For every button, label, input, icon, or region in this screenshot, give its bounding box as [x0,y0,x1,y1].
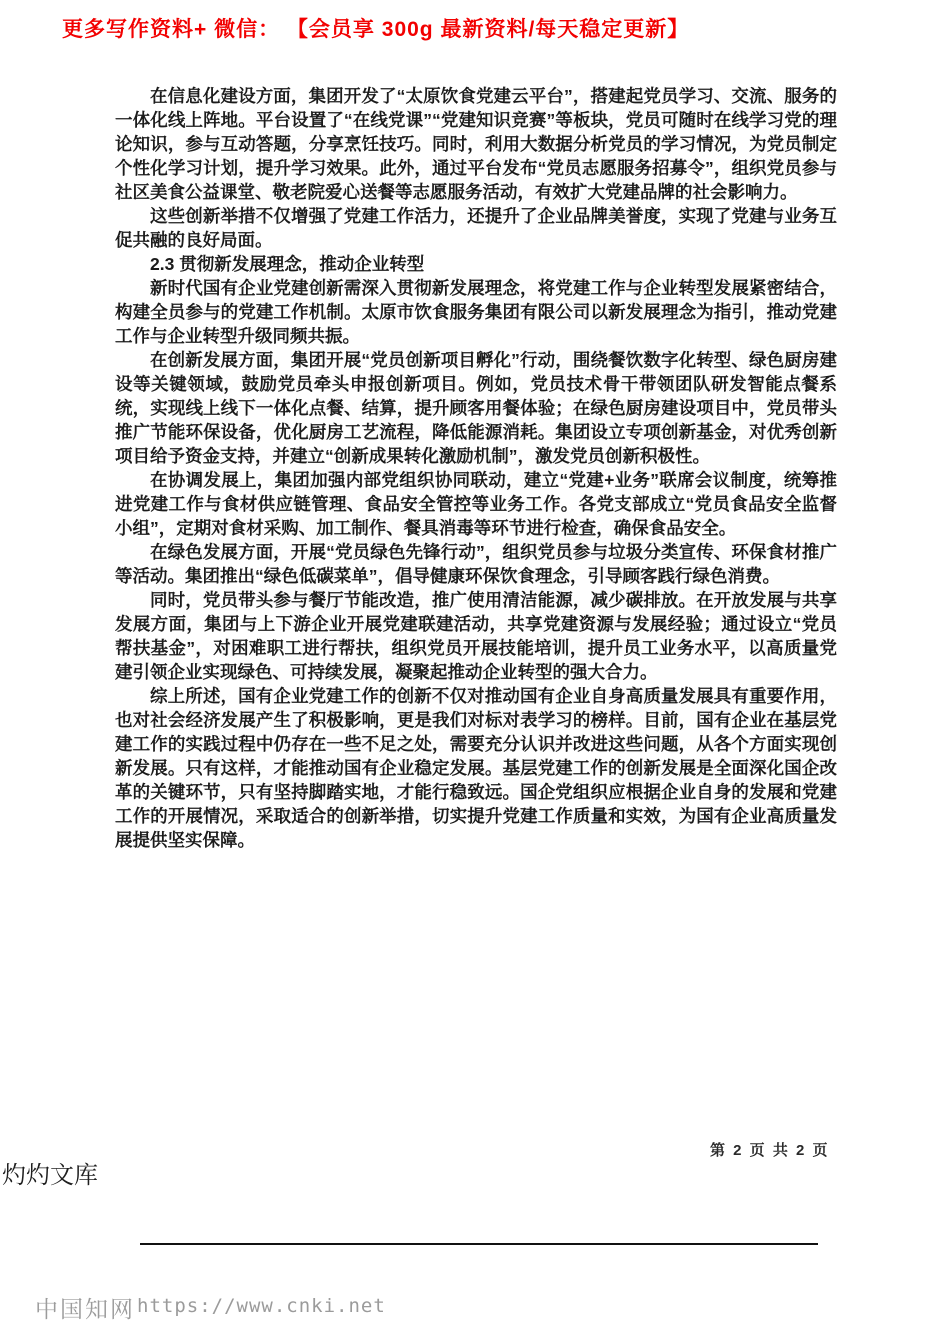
cnki-site-url: https://www.cnki.net [137,1295,386,1317]
paragraph: 在创新发展方面，集团开展“党员创新项目孵化”行动，围绕餐饮数字化转型、绿色厨房建设等关键领域，鼓励党员牵头申报创新项目。例如，党员技术骨干带领团队研发智能点餐系统，实现线上线下一体化点餐、结算，提升顾客用餐体验；在绿色厨房建设项目中，党员带头推广节能环保设备，优化厨房工艺流程，降低能源消耗。集团设立专项创新基金，对优秀创新项目给予资金支持，并建立“创新成果转化激励机制”，激发党员创新积极性。 [115,350,837,466]
footer-divider-line [140,1243,818,1245]
paragraph: 这些创新举措不仅增强了党建工作活力，还提升了企业品牌美誉度，实现了党建与业务互促共融的良好局面。 [115,206,837,250]
section-heading: 2.3 贯彻新发展理念，推动企业转型 [150,254,425,274]
page-indicator: 第 2 页 共 2 页 [710,1142,830,1159]
paragraph: 新时代国有企业党建创新需深入贯彻新发展理念，将党建工作与企业转型发展紧密结合，构建全员参与的党建工作机制。太原市饮食服务集团有限公司以新发展理念为指引，推动党建工作与企业转型升级同频共振。 [115,278,837,346]
paragraph: 综上所述，国有企业党建工作的创新不仅对推动国有企业自身高质量发展具有重要作用，也对社会经济发展产生了积极影响，更是我们对标对表学习的榜样。目前，国有企业在基层党建工作的实践过程中仍存在一些不足之处，需要充分认识并改进这些问题，从各个方面实现创新发展。只有这样，才能推动国有企业稳定发展。基层党建工作的创新发展是全面深化国企改革的关键环节，只有坚持脚踏实地，才能行稳致远。国企党组织应根据企业自身的发展和党建工作的开展情况，采取适合的创新举措，切实提升党建工作质量和实效，为国有企业高质量发展提供坚实保障。 [115,686,837,850]
paragraph: 在绿色发展方面，开展“党员绿色先锋行动”，组织党员参与垃圾分类宣传、环保食材推广等活动。集团推出“绿色低碳菜单”，倡导健康环保饮食理念，引导顾客践行绿色消费。 [115,542,837,586]
paragraph: 同时，党员带头参与餐厅节能改造，推广使用清洁能源，减少碳排放。在开放发展与共享发展方面，集团与上下游企业开展党建联建活动，共享党建资源与发展经验；通过设立“党员帮扶基金”，对困难职工进行帮扶，组织党员开展技能培训，提升员工业务水平，以高质量党建引领企业实现绿色、可持续发展，凝聚起推动企业转型的强大合力。 [115,590,837,682]
promo-banner: 更多写作资料+ 微信： 【会员享 300g 最新资料/每天稳定更新】 [62,18,690,41]
library-watermark: 灼灼文库 [2,1162,98,1189]
cnki-watermark: 中国知网 [35,1297,135,1322]
paragraph: 在协调发展上，集团加强内部党组织协同联动，建立“党建+业务”联席会议制度，统筹推进党建工作与食材供应链管理、食品安全管控等业务工作。各党支部成立“党员食品安全监督小组”，定期对食材采购、加工制作、餐具消毒等环节进行检查，确保食品安全。 [115,470,837,538]
document-body [115,84,837,852]
paragraph: 在信息化建设方面，集团开发了“太原饮食党建云平台”，搭建起党员学习、交流、服务的一体化线上阵地。平台设置了“在线党课”“党建知识竞赛”等板块，党员可随时在线学习党的理论知识，参与互动答题，分享烹饪技巧。同时，利用大数据分析党员的学习情况，为党员制定个性化学习计划，提升学习效果。此外，通过平台发布“党员志愿服务招募令”，组织党员参与社区美食公益课堂、敬老院爱心送餐等志愿服务活动，有效扩大党建品牌的社会影响力。 [115,86,837,202]
